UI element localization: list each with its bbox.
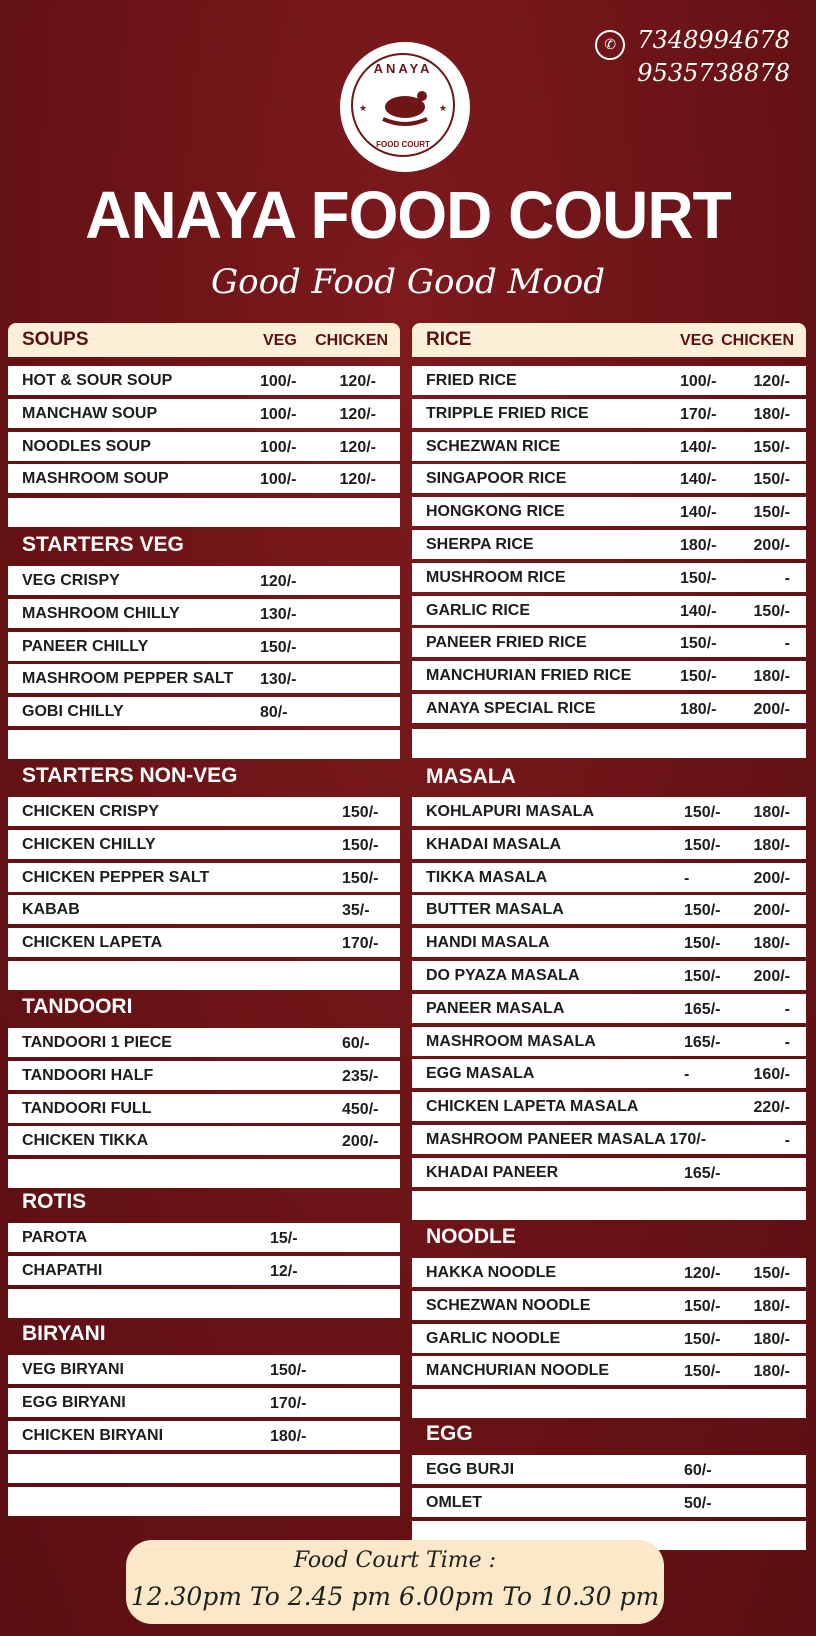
item-chicken-price: 160/- — [753, 1066, 790, 1084]
menu-item-row — [412, 863, 806, 892]
item-chicken-price: 120/- — [339, 471, 376, 489]
menu-item-row — [8, 1094, 400, 1123]
menu-item-row — [412, 830, 806, 859]
item-veg-price: 100/- — [260, 405, 297, 423]
item-price: 170/- — [342, 935, 379, 953]
item-chicken-price: - — [784, 1132, 790, 1149]
menu-item-row — [8, 863, 400, 892]
item-veg-price: - — [684, 1066, 690, 1084]
item-name: MUSHROOM RICE — [426, 568, 566, 586]
menu-item-row — [412, 895, 806, 924]
item-name: PANEER FRIED RICE — [426, 634, 587, 652]
tagline: Good Food Good Mood — [210, 262, 606, 302]
item-name: GARLIC RICE — [426, 601, 530, 619]
menu-item-row — [412, 1125, 806, 1154]
item-price: 35/- — [342, 902, 370, 920]
item-price: 130/- — [260, 671, 297, 689]
menu-item-row — [412, 928, 806, 957]
menu-item-row — [8, 1256, 400, 1285]
item-veg-price: 140/- — [680, 438, 717, 456]
logo — [340, 42, 470, 172]
item-name: HAKKA NOODLE — [426, 1264, 557, 1281]
item-name: KABAB — [22, 901, 80, 919]
blank-row — [8, 961, 400, 990]
item-name: HANDI MASALA — [426, 934, 550, 952]
item-chicken-price: 150/- — [753, 438, 790, 456]
item-chicken-price: 220/- — [753, 1099, 790, 1117]
item-price: 180/- — [270, 1427, 307, 1445]
item-name: HOT & SOUR SOUP — [22, 372, 173, 389]
menu-item-row — [8, 464, 400, 493]
item-name: TIKKA MASALA — [426, 868, 548, 886]
phone-icon: ✆ — [595, 30, 625, 60]
menu-item-row — [8, 664, 400, 693]
veg-column-label: VEG — [263, 332, 297, 349]
item-veg-price: 150/- — [684, 804, 721, 821]
item-price: 170/- — [270, 1394, 307, 1412]
menu-item-row — [8, 895, 400, 924]
section-title: RICE — [426, 329, 472, 350]
blank-row — [8, 1454, 400, 1483]
item-chicken-price: 120/- — [339, 438, 376, 456]
item-price: 130/- — [260, 605, 297, 623]
item-chicken-price: 200/- — [753, 537, 790, 554]
item-chicken-price: 180/- — [753, 804, 790, 821]
menu-item-row — [412, 1059, 806, 1088]
section-title: SOUPS — [22, 329, 89, 350]
item-chicken-price: - — [784, 569, 790, 587]
menu-item-row — [8, 366, 400, 395]
menu-item-row — [8, 599, 400, 628]
menu-item-row — [412, 661, 806, 690]
menu-item-row — [412, 497, 806, 526]
menu-item-row — [8, 697, 400, 726]
item-veg-price: 180/- — [680, 701, 717, 718]
item-veg-price: 165/- — [684, 1164, 721, 1182]
logo-bottom-text: FOOD COURT — [376, 140, 430, 149]
item-name: HONGKONG RICE — [426, 503, 565, 521]
item-veg-price: 150/- — [684, 1363, 721, 1381]
blank-row — [412, 1389, 806, 1418]
item-name: VEG BIRYANI — [22, 1361, 124, 1378]
item-price: 450/- — [342, 1100, 379, 1118]
item-veg-price: - — [684, 869, 690, 887]
menu-item-row — [412, 694, 806, 723]
chicken-column-label: CHICKEN — [315, 332, 388, 349]
item-veg-price: 150/- — [684, 968, 721, 985]
item-name: CHAPATHI — [22, 1261, 103, 1279]
menu-item-row — [8, 797, 400, 826]
menu-item-row — [412, 1324, 806, 1353]
item-name: GARLIC NOODLE — [426, 1329, 561, 1347]
menu-item-row — [8, 1355, 400, 1384]
blank-row — [8, 1487, 400, 1516]
item-chicken-price: 180/- — [753, 668, 790, 686]
item-name: KHADAI PANEER — [426, 1163, 559, 1181]
menu-item-row — [412, 961, 806, 990]
item-name: ANAYA SPECIAL RICE — [426, 700, 596, 717]
item-name: MASHROOM PEPPER SALT — [22, 670, 234, 688]
menu-item-row — [412, 596, 806, 625]
chicken-column-label: CHICKEN — [721, 332, 794, 349]
menu-item-row — [8, 830, 400, 859]
item-chicken-price: 150/- — [753, 1265, 790, 1282]
item-name: MANCHAW SOUP — [22, 404, 158, 422]
item-name: DO PYAZA MASALA — [426, 967, 580, 984]
section-title-rotis: ROTIS — [22, 1190, 87, 1213]
item-price: 235/- — [342, 1067, 379, 1085]
item-name: MANCHURIAN NOODLE — [426, 1362, 610, 1380]
item-name: MASHROOM MASALA — [426, 1032, 596, 1050]
item-name: EGG MASALA — [426, 1065, 535, 1083]
roast-chicken-icon — [375, 83, 435, 135]
phone-number-1: 7348994678 — [637, 26, 790, 54]
item-veg-price: 100/- — [260, 438, 297, 456]
item-name: TANDOORI 1 PIECE — [22, 1034, 172, 1051]
item-price: 12/- — [270, 1262, 298, 1280]
item-name: CHICKEN LAPETA MASALA — [426, 1098, 639, 1116]
section-title-egg: EGG — [426, 1422, 473, 1445]
menu-item-row — [8, 1388, 400, 1417]
blank-row — [412, 1191, 806, 1220]
item-chicken-price: 150/- — [753, 504, 790, 522]
menu-item-row — [412, 1027, 806, 1056]
item-veg-price: 150/- — [684, 935, 721, 953]
item-name: NOODLES SOUP — [22, 437, 151, 455]
item-name: TANDOORI HALF — [22, 1066, 154, 1084]
item-price: 150/- — [342, 869, 379, 887]
menu-item-row — [8, 1061, 400, 1090]
item-name: PANEER CHILLY — [22, 637, 149, 655]
item-veg-price: 140/- — [680, 602, 717, 620]
menu-item-row — [412, 399, 806, 428]
item-chicken-price: 200/- — [753, 968, 790, 985]
item-name: KOHLAPURI MASALA — [426, 803, 594, 820]
item-chicken-price: 120/- — [339, 373, 376, 390]
item-name: TRIPPLE FRIED RICE — [426, 404, 589, 422]
item-name: EGG BIRYANI — [22, 1393, 126, 1411]
restaurant-title: ANAYA FOOD COURT — [85, 177, 731, 253]
item-veg-price: 140/- — [680, 471, 717, 489]
blank-row — [8, 730, 400, 759]
timing-banner — [126, 1540, 664, 1624]
item-veg-price: 150/- — [680, 635, 717, 653]
item-chicken-price: 200/- — [753, 902, 790, 920]
item-name: CHICKEN CHILLY — [22, 835, 156, 853]
star-icon: ★ — [359, 103, 368, 113]
item-chicken-price: 180/- — [753, 1297, 790, 1315]
section-header-soups — [8, 323, 400, 357]
item-price: 60/- — [342, 1035, 370, 1052]
item-price: 60/- — [684, 1462, 712, 1479]
item-name: VEG CRISPY — [22, 572, 120, 589]
item-price: 150/- — [260, 638, 297, 656]
item-chicken-price: 120/- — [753, 373, 790, 390]
star-icon: ★ — [438, 103, 447, 113]
menu-item-row — [412, 1291, 806, 1320]
item-chicken-price: - — [784, 1033, 790, 1051]
item-price: 80/- — [260, 704, 288, 722]
item-veg-price: 165/- — [684, 1033, 721, 1051]
section-title-starters-nonveg: STARTERS NON-VEG — [22, 764, 238, 787]
item-name: BUTTER MASALA — [426, 901, 564, 919]
item-name: CHICKEN LAPETA — [22, 934, 163, 952]
menu-item-row — [8, 566, 400, 595]
item-chicken-price: 180/- — [753, 935, 790, 953]
item-veg-price: 100/- — [680, 373, 717, 390]
item-name: EGG BURJI — [426, 1461, 515, 1478]
item-name: KHADAI MASALA — [426, 835, 562, 853]
item-chicken-price: 180/- — [753, 1330, 790, 1348]
item-veg-price: 150/- — [684, 1297, 721, 1315]
item-price: 15/- — [270, 1230, 298, 1247]
blank-row — [8, 498, 400, 527]
item-name: SINGAPOOR RICE — [426, 470, 567, 488]
item-name: CHICKEN PEPPER SALT — [22, 868, 210, 886]
blank-row — [8, 1289, 400, 1318]
item-chicken-price: 150/- — [753, 602, 790, 620]
item-veg-price: 170/- — [680, 405, 717, 423]
item-name: MASHROOM SOUP — [22, 470, 169, 488]
menu-item-row — [8, 1223, 400, 1252]
phone-number-2: 9535738878 — [637, 59, 790, 87]
item-veg-price: 100/- — [260, 373, 297, 390]
menu-item-row — [412, 797, 806, 826]
item-name: FRIED RICE — [426, 372, 517, 389]
menu-item-row — [8, 928, 400, 957]
item-name: PANEER MASALA — [426, 999, 565, 1017]
item-veg-price: 140/- — [680, 504, 717, 522]
item-veg-price: 150/- — [684, 836, 721, 854]
item-veg-price: 150/- — [684, 1330, 721, 1348]
logo-top-text: ANAYA — [373, 61, 433, 76]
menu-item-row — [412, 1258, 806, 1287]
item-chicken-price: 180/- — [753, 836, 790, 854]
blank-row — [8, 1159, 400, 1188]
item-price: 150/- — [270, 1362, 307, 1379]
menu-item-row — [8, 632, 400, 661]
item-price: 150/- — [342, 836, 379, 854]
menu-item-row — [412, 994, 806, 1023]
item-chicken-price: - — [784, 635, 790, 653]
item-name: OMLET — [426, 1493, 482, 1511]
section-title-masala: MASALA — [426, 765, 516, 788]
menu-item-row — [412, 432, 806, 461]
item-name: MASHROOM PANEER MASALA 170/- — [426, 1131, 707, 1148]
item-chicken-price: 150/- — [753, 471, 790, 489]
menu-item-row — [8, 1421, 400, 1450]
timing-label: Food Court Time : — [293, 1548, 497, 1573]
item-name: MANCHURIAN FRIED RICE — [426, 667, 632, 685]
item-veg-price: 100/- — [260, 471, 297, 489]
item-veg-price: 120/- — [684, 1265, 721, 1282]
menu-item-row — [8, 399, 400, 428]
item-name: CHICKEN TIKKA — [22, 1132, 149, 1150]
contact-numbers — [604, 24, 790, 90]
item-chicken-price: 120/- — [339, 405, 376, 423]
blank-row — [412, 729, 806, 758]
item-name: PAROTA — [22, 1229, 88, 1246]
section-title-starters-veg: STARTERS VEG — [22, 533, 184, 556]
item-name: MASHROOM CHILLY — [22, 604, 180, 622]
item-price: 50/- — [684, 1494, 712, 1512]
section-header-rice — [412, 323, 806, 357]
timing-hours: 12.30pm To 2.45 pm 6.00pm To 10.30 pm — [130, 1582, 660, 1611]
section-title-tandoori: TANDOORI — [22, 995, 133, 1018]
item-veg-price: 150/- — [680, 569, 717, 587]
menu-item-row — [8, 432, 400, 461]
item-price: 200/- — [342, 1133, 379, 1151]
item-veg-price: 180/- — [680, 537, 717, 554]
menu-item-row — [412, 1356, 806, 1385]
item-chicken-price: 180/- — [753, 405, 790, 423]
item-veg-price: 150/- — [680, 668, 717, 686]
menu-item-row — [412, 628, 806, 657]
item-name: CHICKEN BIRYANI — [22, 1426, 164, 1444]
menu-item-row — [8, 1028, 400, 1057]
menu-item-row — [412, 464, 806, 493]
menu-item-row — [412, 1455, 806, 1484]
item-name: CHICKEN CRISPY — [22, 803, 159, 820]
section-title-noodle: NOODLE — [426, 1225, 516, 1248]
veg-column-label: VEG — [680, 332, 714, 349]
item-name: SHERPA RICE — [426, 536, 534, 553]
menu-item-row — [412, 1488, 806, 1517]
logo-ring — [351, 53, 455, 157]
menu-item-row — [412, 1092, 806, 1121]
item-price: 150/- — [342, 804, 379, 821]
item-chicken-price: 200/- — [753, 869, 790, 887]
item-name: GOBI CHILLY — [22, 703, 124, 721]
menu-item-row — [412, 530, 806, 559]
menu-item-row — [8, 1126, 400, 1155]
item-name: SCHEZWAN NOODLE — [426, 1296, 591, 1314]
item-price: 120/- — [260, 573, 297, 590]
section-title-biryani: BIRYANI — [22, 1322, 106, 1345]
menu-item-row — [412, 1158, 806, 1187]
item-chicken-price: - — [784, 1000, 790, 1018]
menu-item-row — [412, 366, 806, 395]
item-veg-price: 165/- — [684, 1000, 721, 1018]
item-veg-price: 150/- — [684, 902, 721, 920]
menu-item-row — [412, 563, 806, 592]
item-name: SCHEZWAN RICE — [426, 437, 561, 455]
item-chicken-price: 180/- — [753, 1363, 790, 1381]
item-name: TANDOORI FULL — [22, 1099, 152, 1117]
item-chicken-price: 200/- — [753, 701, 790, 718]
